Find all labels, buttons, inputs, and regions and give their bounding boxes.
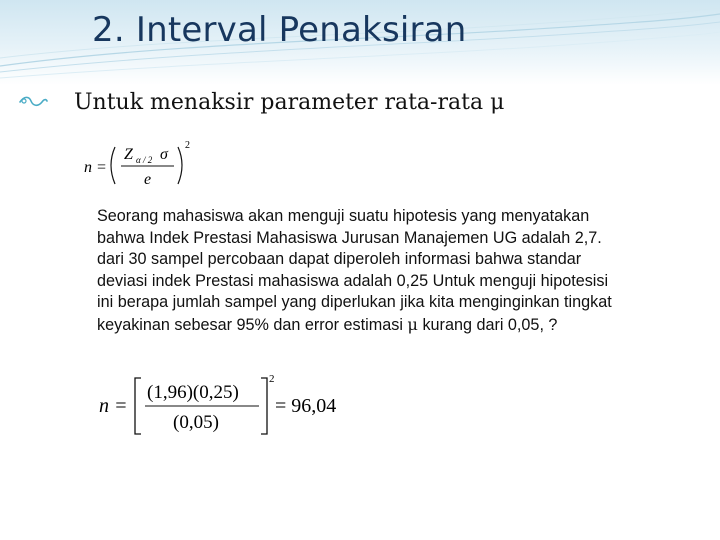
decorative-swirl-bullet-icon (18, 88, 74, 116)
formula-lhs: n = (84, 159, 107, 176)
bullet-item (18, 88, 504, 116)
paragraph-line-start: keyakinan sebesar 95% dan error estimasi (97, 315, 408, 334)
formula-sigma: σ (160, 146, 168, 163)
paragraph-line: Seorang mahasiswa akan menguji suatu hipotesis yang menyatakan (97, 207, 590, 225)
example-result: = 96,04 (275, 395, 337, 417)
paragraph-line (97, 314, 697, 337)
formula-exponent: 2 (185, 140, 190, 151)
formula-z-subscript: α / 2 (136, 155, 153, 165)
paragraph-line: dari 30 sampel percobaan dapat diperoleh informasi bahwa standar (97, 250, 582, 269)
mu-symbol: μ (490, 89, 505, 115)
paragraph-line: deviasi indek Prestasi mahasiswa adalah 0,25 Untuk menguji hipotesisi (97, 271, 609, 290)
mu-symbol: μ (407, 314, 418, 334)
problem-paragraph (97, 206, 697, 337)
bullet-text (74, 90, 504, 115)
worked-example-formula (99, 372, 369, 447)
example-numerator: (1,96)(0,25) (147, 382, 239, 403)
example-denominator: (0,05) (173, 412, 219, 433)
paragraph-line: bahwa Indek Prestasi Mahasiswa Jurusan Manajemen UG adalah 2,7. (97, 228, 602, 247)
formula-denominator: e (144, 171, 152, 188)
example-exponent: 2 (269, 373, 275, 385)
paragraph-line-end: kurang dari 0,05, ? (417, 315, 558, 334)
formula-z-letter: Z (124, 146, 133, 163)
paragraph-line: ini berapa jumlah sampel yang diperlukan jika kita menginginkan tingkat (97, 293, 612, 312)
page-title: 2. Interval Penaksiran (92, 10, 467, 50)
sample-size-formula (84, 140, 204, 197)
bullet-text-body: Untuk menaksir parameter rata-rata (74, 89, 491, 115)
example-lhs: n = (99, 395, 128, 417)
